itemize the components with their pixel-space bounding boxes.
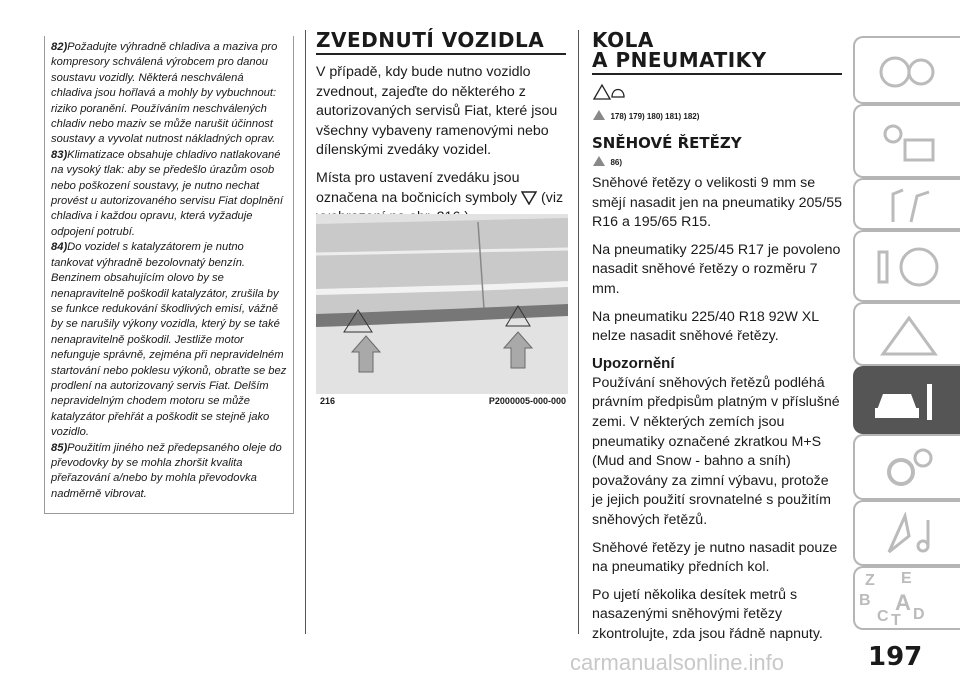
title-rule	[316, 53, 566, 55]
wheels-section	[592, 30, 842, 644]
tab-warning-lights[interactable]	[853, 104, 960, 178]
paragraph: Na pneumatiku 225/40 R18 92W XL nelze nasadit sněhové řetězy.	[592, 308, 819, 345]
paragraph: Sněhové řetězy o velikosti 9 mm se smějí nasadit jen na pneumatiky 205/55 R16 a 195/65 R15.	[592, 175, 843, 231]
tab-dashboard[interactable]	[853, 36, 960, 104]
warning-refs: 86)	[592, 152, 842, 170]
paragraph: Sněhové řetězy je nutno nasadit pouze na pneumatiky předních kol.	[592, 539, 838, 576]
tab-technical-data[interactable]	[853, 434, 960, 500]
title-rule	[592, 73, 842, 75]
section-title: KOLA A PNEUMATIKY	[592, 28, 767, 72]
warning-heading: Upozornění	[592, 354, 675, 372]
tab-index[interactable]: Z E B A C T D	[853, 566, 960, 630]
notes-box	[44, 36, 294, 514]
tab-emergency[interactable]	[853, 302, 960, 366]
warning-lights-icon	[877, 118, 937, 168]
music-nav-icon	[879, 512, 939, 556]
gear-icon	[879, 446, 939, 490]
paragraph: Používání sněhových řetězů podléhá právním předpisům platným v příslušné zemi. V některých zemích jsou pneumatiky označené zkratkou M+S (Mud and Snow - bahno a sníh) považovány za zimní výbavu, protože je jejich použití srovnatelné s použitím sněhových řetězů.	[592, 374, 840, 528]
figure-number: 216	[320, 396, 336, 406]
key-seat-icon	[885, 186, 935, 226]
paragraph: Místa pro ustavení zvedáku jsou označena na bočnicích symboly (viz	[316, 169, 564, 206]
note-82: 82)Požadujte výhradně chladiva a maziva pro kompresory schválená výrobcem pro danou soustavu vozidly. Některá neschválená chladiva jsou hořlavá a mohly by vybuchnout: riziko poranění. Používáním neschválených chladiv nebo maziv se může narušit účinnost soustavy a vyvolat nutnost nákladných oprav.	[51, 41, 278, 146]
warning-triangle-icon	[879, 314, 939, 358]
steering-wheel-icon	[875, 242, 945, 292]
note-84: 84)Do vozidel s katalyzátorem je nutno tankovat výhradně bezolovnatý benzín. Benzinem obsahujícím olovo by se nenapravitelně poškodil katalyzátor, zrušila by se funkce redukování škodlivých emisí, vážně by se narušily výkony vozidla, který by se také nenapravitelně poškodil. Jestliže motor nefunguje správně, zejména při nepravidelném startování nebo poklesu výkonů, obraťte se bez prodlení na autorizovaný servis Fiat. Delším nepravidelným chodem motoru se může katalyzátor přehřát a poškodit se stejně jako vozidlo.	[51, 241, 287, 439]
note-85: 85)Použitím jiného než předepsaného oleje do převodovky by se mohla zhoršit kvalita přeřazování a/nebo by mohla převodovka nadměrně vibrovat.	[51, 441, 282, 500]
warning-refs: 178) 179) 180) 181) 182)	[592, 106, 842, 124]
tab-multimedia[interactable]	[853, 500, 960, 566]
watermark: carmanualsonline.info	[570, 650, 785, 675]
chapter-tabs	[853, 36, 960, 630]
tab-safety[interactable]	[853, 178, 960, 230]
column-divider	[578, 30, 579, 634]
tab-driving[interactable]	[853, 230, 960, 302]
warning-triangle-icon	[592, 109, 606, 121]
figure-code: P2000005-000-000	[488, 396, 566, 406]
tire-symbol-icon	[592, 83, 842, 106]
lifting-section	[316, 30, 566, 228]
paragraph: Na pneumatiky 225/45 R17 je povoleno nasadit sněhové řetězy o rozměru 7 mm.	[592, 241, 841, 297]
page-number: 197	[868, 642, 923, 672]
figure-car-side	[316, 214, 568, 394]
warning-triangle-icon	[592, 155, 606, 167]
note-83: 83)Klimatizace obsahuje chladivo natlakované na vysoký tlak: aby se předešlo úrazům osob nebo poškození soustavy, je nutno nechat provést u autorizovaného servisu Fiat doplnění chladiva i každou opravu, která vyžaduje odpojení potrubí.	[51, 148, 283, 238]
jack-point-icon	[521, 191, 537, 205]
section-title: ZVEDNUTÍ VOZIDLA	[316, 28, 545, 52]
car-wrench-icon	[873, 380, 943, 424]
dashboard-icon	[877, 50, 937, 94]
paragraph: Po ujetí několika desítek metrů s nasazenými sněhovými řetězy zkontrolujte, zda jsou řádně napnuty.	[592, 586, 823, 642]
paragraph: V případě, kdy bude nutno vozidlo zvednout, zajeďte do některého z autorizovaných servisů Fiat, které jsou všechny vybaveny ramenovými nebo dílenskými zvedáky vozidel.	[316, 64, 558, 159]
subsection-title: SNĚHOVÉ ŘETĚZY	[592, 134, 742, 152]
column-divider	[305, 30, 306, 634]
tab-maintenance[interactable]	[853, 366, 960, 434]
